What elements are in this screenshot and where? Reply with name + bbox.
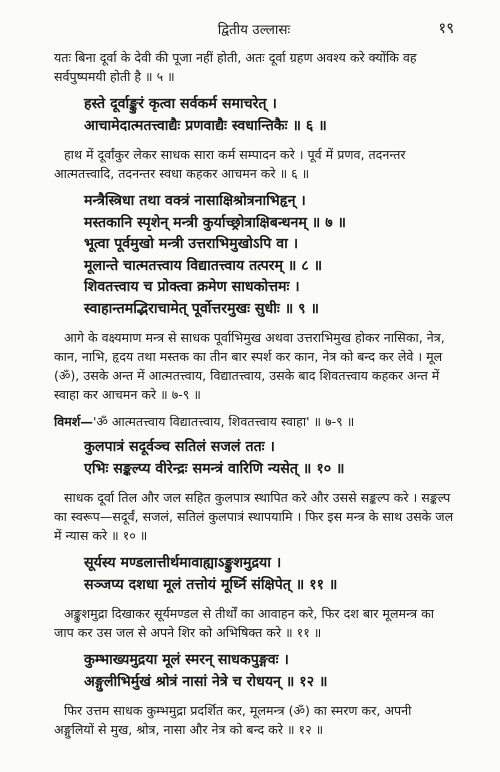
shloka-line: कुम्भाख्यमुद्रया मूलं स्मरन् साधकपुङ्गवः । (84, 652, 289, 668)
commentary-paragraph: यतः बिना दूर्वा के देवी की पूजा नहीं होती, अतः दूर्वा ग्रहण अवश्य करे क्योंकि वह सर्वपुष्पमयी होती है ॥ ५ ॥ (54, 50, 417, 84)
shloka-line: मस्तकानि स्पृशेन् मन्त्री कुर्याच्छ्रोत्राक्षिबन्धनम् ॥ ७ ॥ (84, 214, 347, 231)
vimarsha-note (54, 412, 454, 431)
vimarsha-label: विमर्श— (54, 414, 93, 429)
shloka-line: मूलान्ते चात्मतत्त्वाय विद्यातत्त्वाय तत्परम् ॥ ८ ॥ (84, 257, 323, 274)
running-title: द्वितीय उल्लासः (217, 22, 291, 38)
shloka (54, 650, 454, 693)
commentary-paragraph: अङ्कुशमुद्रा दिखाकर सूर्यमण्डल से तीर्थों का आवाहन करे, फिर दश बार मूलमन्त्र का जाप कर उस जल से अपने शिर को अभिषिक्त करे ॥ ११ ॥ (54, 606, 435, 640)
shloka (54, 553, 454, 596)
shloka-line: मन्त्रैस्त्रिधा तथा वक्त्रं नासाक्षिश्रोत्रनाभिहृन् । (84, 193, 306, 209)
shloka (54, 437, 454, 480)
page-header (54, 20, 454, 48)
vimarsha-text: 'ॐ आत्मतत्त्वाय विद्यातत्त्वाय, शिवतत्त्वाय स्वाहा' ॥ ७-९ ॥ (92, 414, 355, 429)
shloka-line: सूर्यस्य मण्डलात्तीर्थमावाह्याऽङ्कुशमुद्रया । (84, 555, 282, 571)
page-content (54, 48, 454, 739)
shloka-line: आचामेदात्मतत्त्वाद्यैः प्रणवाद्यैः स्वधान्तिकैः ॥ ६ ॥ (84, 117, 327, 134)
commentary-paragraph: आगे के वक्ष्यमाण मन्त्र से साधक पूर्वाभिमुख अथवा उत्तराभिमुख होकर नासिका, नेत्र, कान, नाभि, हृदय तथा मस्तक का तीन बार स्पर्श कर कान, नेत्र को बन्द कर लेवे । मूल (ॐ), उसके अन्त में आत्मतत्त्वाय, विद्यातत्त्वाय, उसके बाद शिवतत्त्वाय कहकर अन्त में स्वाहा कर आचमन करे ॥ ७-९ ॥ (54, 330, 445, 402)
shloka-line: भूत्वा पूर्वमुखो मन्त्री उत्तराभिमुखोऽपि वा । (84, 236, 299, 252)
shloka-line: अङ्गुलीभिर्मुखं श्रोत्रं नासां नेत्रे च रोधयन् ॥ १२ ॥ (84, 673, 328, 690)
shloka (54, 191, 454, 320)
shloka-line: सञ्जप्य दशधा मूलं तत्तोयं मूर्ध्नि संक्षिपेत् ॥ ११ ॥ (84, 576, 338, 593)
commentary-paragraph: फिर उत्तम साधक कुम्भमुद्रा प्रदर्शित कर, मूलमन्त्र (ॐ) का स्मरण कर, अपनी अङ्गुलियों से मुख, श्रोत्र, नासा और नेत्र को बन्द करे ॥ १२ ॥ (54, 703, 412, 737)
shloka-line: शिवतत्त्वाय च प्रोक्त्वा क्रमेण साधकोत्तमः । (84, 279, 300, 295)
commentary-paragraph: हाथ में दूर्वांकुर लेकर साधक सारा कर्म सम्पादन करे । पूर्व में प्रणव, तदनन्तर आत्मतत्त्वादि, तदनन्तर स्वधा कहकर आचमन करे ॥ ६ ॥ (54, 147, 406, 181)
shloka-line: कुलपात्रं सदूर्वञ्च सतिलं सजलं ततः । (84, 439, 275, 455)
shloka-line: स्वाहान्तमद्भिराचामेत् पूर्वोत्तरमुखः सुधीः ॥ ९ ॥ (84, 300, 319, 317)
page-number: १९ (438, 19, 454, 37)
shloka-line: हस्ते दूर्वाङ्कुरं कृत्वा सर्वकर्म समाचरेत् । (84, 96, 277, 112)
commentary-paragraph: साधक दूर्वा तिल और जल सहित कुलपात्र स्थापित करे और उससे सङ्कल्प करे । सङ्कल्प का स्वरूप—सदूर्वं, सजलं, सतिलं कुलपात्रं स्थापयामि । फिर इस मन्त्र के साथ उसके जल में न्यास करे ॥ १० ॥ (54, 490, 454, 543)
shloka (54, 94, 454, 137)
shloka-line: एभिः सङ्कल्प्य वीरेन्द्रः समन्त्रं वारिणि न्यसेत् ॥ १० ॥ (84, 460, 345, 477)
